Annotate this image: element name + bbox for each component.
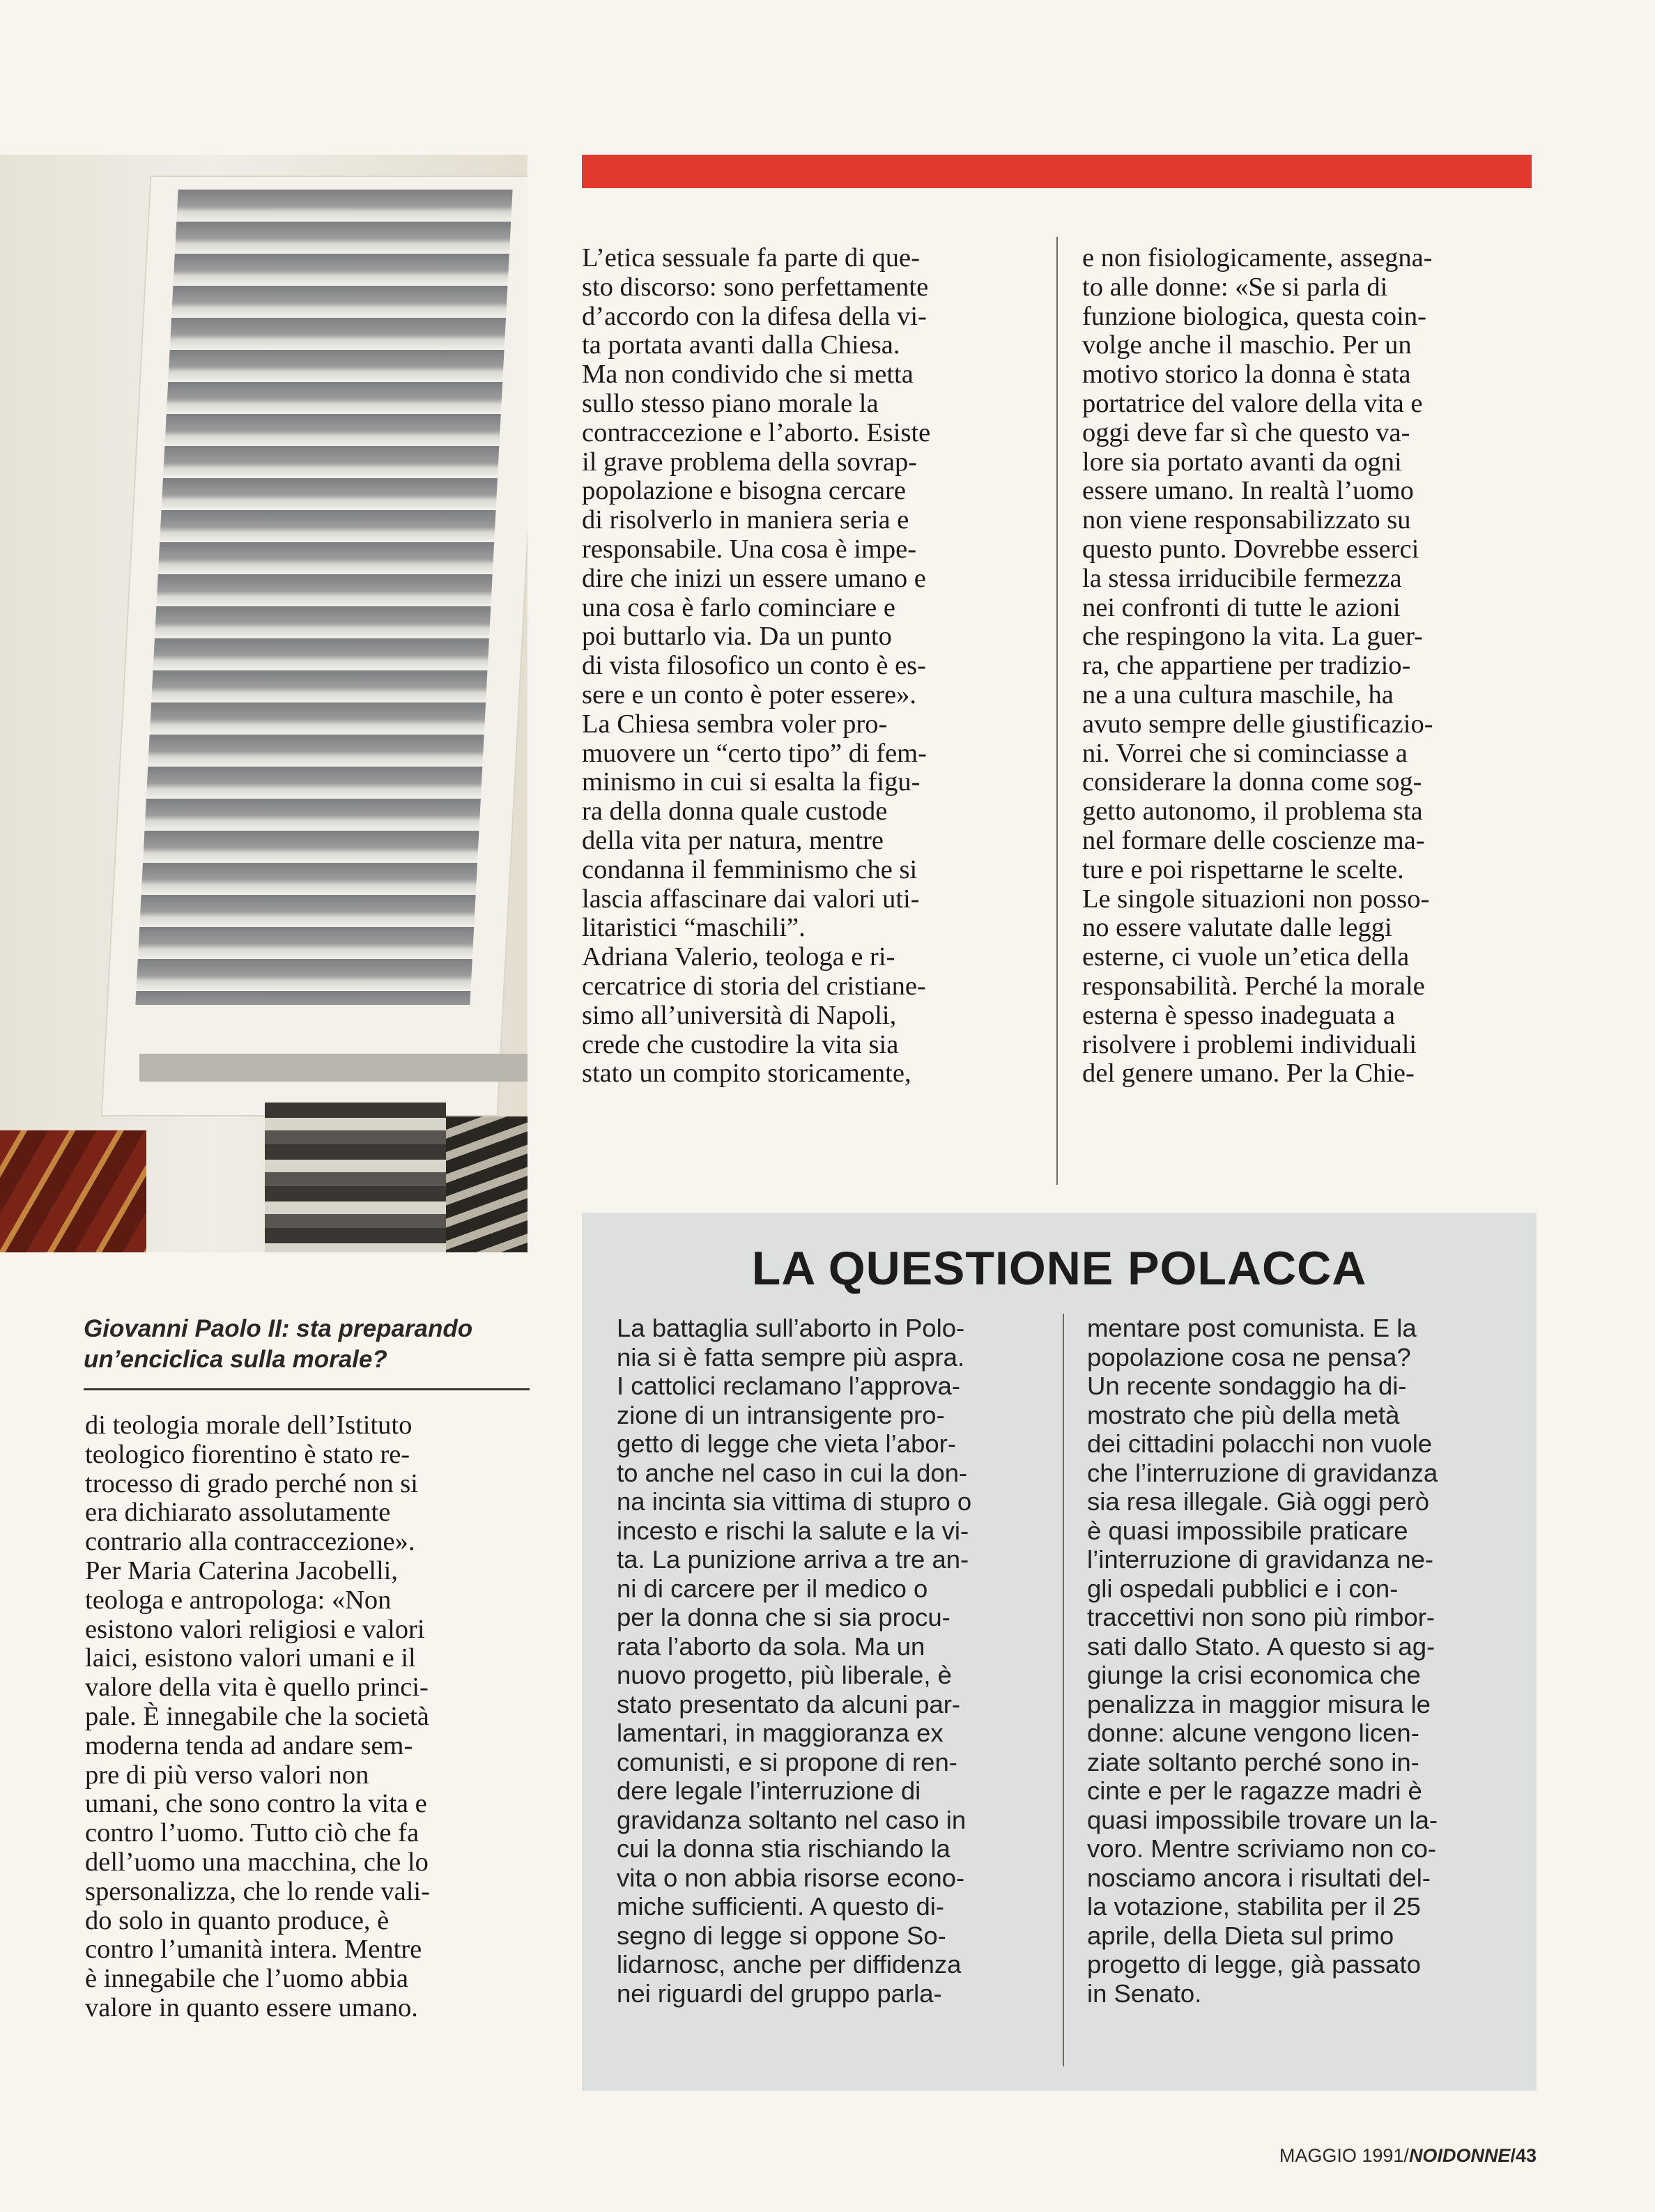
text-line: La Chiesa sembra voler pro-	[582, 709, 888, 739]
text-line: voro. Mentre scriviamo non co-	[1087, 1834, 1437, 1863]
text-line: teologa e antropologa: «Non	[85, 1585, 392, 1615]
text-line: cercatrice di storia del cristiane-	[582, 971, 926, 1001]
text-line: stato un compito storicamente,	[582, 1059, 911, 1089]
text-line: spersonalizza, che lo rende vali-	[85, 1876, 430, 1906]
text-line: donne: alcune vengono licen-	[1087, 1719, 1419, 1747]
text-line: dei cittadini polacchi non vuole	[1087, 1429, 1433, 1458]
text-line: avuto sempre delle giustificazio-	[1082, 709, 1433, 739]
text-line: nuovo progetto, più liberale, è	[617, 1661, 952, 1689]
text-line: mostrato che più della metà	[1087, 1400, 1400, 1429]
text-line: ta. La punizione arriva a tre an-	[617, 1545, 969, 1574]
text-line: funzione biologica, questa coin-	[1082, 301, 1426, 331]
text-line: gravidanza soltanto nel caso in	[617, 1805, 967, 1834]
text-line: per la donna che si sia procu-	[617, 1603, 950, 1631]
text-line: nia si è fatta sempre più aspra.	[617, 1342, 965, 1372]
page-folio	[1251, 2144, 1537, 2167]
article-column-middle	[582, 244, 930, 1089]
text-line: popolazione cosa ne pensa?	[1087, 1342, 1411, 1372]
text-line: la stessa irriducibile fermezza	[1082, 563, 1402, 593]
text-line: cinte e per le ragazze madri è	[1087, 1776, 1422, 1805]
text-line: simo all’università di Napoli,	[582, 1000, 897, 1030]
text-line: sia resa illegale. Già oggi però	[1087, 1487, 1430, 1516]
text-line: comunisti, e si propone di ren-	[617, 1747, 957, 1776]
folio-page-number: /43	[1510, 2145, 1537, 2166]
text-line: non viene responsabilizzato su	[1082, 505, 1411, 535]
text-line: L’etica sessuale fa parte di que-	[582, 243, 920, 272]
text-line: ture e poi rispettarne le scelte.	[1082, 854, 1404, 884]
text-line: zione di un intransigente pro-	[617, 1400, 945, 1429]
text-line: responsabile. Una cosa è impe-	[582, 534, 917, 564]
text-line: il grave problema della sovrap-	[582, 447, 918, 477]
text-line: dere legale l’interruzione di	[617, 1776, 921, 1805]
text-line: stato presentato da alcuni par-	[617, 1689, 961, 1719]
text-line: Un recente sondaggio ha di-	[1087, 1372, 1407, 1400]
text-line: lore sia portato avanti da ogni	[1082, 447, 1402, 477]
article-column-right	[1082, 244, 1433, 1089]
sidebar-title: LA QUESTIONE POLACCA	[751, 1242, 1367, 1295]
text-line: contraccezione e l’aborto. Esiste	[582, 417, 931, 447]
folio-magazine: NOIDONNE	[1408, 2145, 1511, 2166]
text-line: aprile, della Dieta sul primo	[1087, 1921, 1394, 1950]
text-line: l’interruzione di gravidanza ne-	[1087, 1545, 1434, 1574]
text-line: litaristici “maschili”.	[582, 913, 806, 943]
text-line: I cattolici reclamano l’approva-	[617, 1372, 960, 1400]
text-line: sto discorso: sono perfettamente	[582, 272, 929, 302]
text-line: to anche nel caso in cui la don-	[617, 1458, 968, 1487]
text-line: getto di legge che vieta l’abor-	[617, 1429, 956, 1458]
text-line: ta portata avanti dalla Chiesa.	[582, 330, 900, 360]
text-line: lascia affascinare dai valori uti-	[582, 884, 920, 914]
text-line: popolazione e bisogna cercare	[582, 476, 906, 506]
text-line: esterne, ci vuole un’etica della	[1082, 942, 1410, 972]
text-line: motivo storico la donna è stata	[1082, 360, 1411, 390]
text-line: vita o non abbia risorse econo-	[617, 1863, 965, 1892]
text-line: lidarnosc, anche per diffidenza	[617, 1950, 962, 1979]
text-line: sati dallo Stato. A questo si ag-	[1087, 1631, 1435, 1661]
text-line: teologico fiorentino è stato re-	[85, 1439, 410, 1469]
text-line: contro l’uomo. Tutto ciò che fa	[85, 1818, 419, 1848]
text-line: contrario alla contraccezione».	[85, 1527, 415, 1557]
text-line: d’accordo con la difesa della vi-	[582, 301, 927, 331]
text-line: ziate soltanto perché sono in-	[1087, 1747, 1419, 1776]
caption-line: un’enciclica sulla morale?	[84, 1346, 387, 1373]
text-line: ra della donna quale custode	[582, 797, 888, 827]
text-line: moderna tenda ad andare sem-	[85, 1730, 413, 1760]
text-line: cui la donna stia rischiando la	[617, 1834, 950, 1863]
text-line: trocesso di grado perché non si	[85, 1468, 418, 1498]
text-line: nosciamo ancora i risultati del-	[1087, 1863, 1431, 1892]
text-line: dire che inizi un essere umano e	[582, 563, 926, 593]
text-line: segno di legge si oppone So-	[617, 1921, 946, 1950]
text-line: nei riguardi del gruppo parla-	[617, 1979, 942, 2008]
caption-rule	[84, 1388, 530, 1390]
text-line: ne a una cultura maschile, ha	[1082, 679, 1394, 709]
text-line: di risolverlo in maniera seria e	[582, 505, 909, 535]
text-line: penalizza in maggior misura le	[1087, 1689, 1431, 1719]
folio-date: MAGGIO 1991/	[1279, 2145, 1409, 2166]
text-line: pre di più verso valori non	[85, 1760, 369, 1790]
text-line: miche sufficienti. A questo di-	[617, 1892, 945, 1921]
text-line: muovere un “certo tipo” di fem-	[582, 738, 927, 768]
text-line: minismo in cui si esalta la figu-	[582, 767, 921, 797]
text-line: risolvere i problemi individuali	[1082, 1029, 1417, 1059]
text-line: è innegabile che l’uomo abbia	[85, 1964, 408, 1994]
text-line: responsabilità. Perché la morale	[1082, 971, 1425, 1001]
text-line: quasi impossibile trovare un la-	[1087, 1805, 1438, 1834]
text-line: valore della vita è quello princi-	[85, 1673, 429, 1703]
photo-caption	[84, 1314, 530, 1375]
text-line: sullo stesso piano morale la	[582, 388, 879, 418]
text-line: incesto e rischi la salute e la vi-	[617, 1516, 969, 1545]
text-line: do solo in quanto produce, è	[85, 1905, 390, 1935]
text-line: to alle donne: «Se si parla di	[1082, 272, 1388, 302]
text-line: nei confronti di tutte le azioni	[1082, 592, 1401, 622]
sidebar-column-left	[617, 1314, 971, 2008]
text-line: condanna il femminismo che si	[582, 854, 918, 884]
text-line: progetto di legge, già passato	[1087, 1950, 1421, 1979]
text-line: giunge la crisi economica che	[1087, 1661, 1421, 1689]
text-line: nel formare delle coscienze ma-	[1082, 825, 1425, 855]
text-line: lamentari, in maggioranza ex	[617, 1719, 944, 1747]
text-line: Per Maria Caterina Jacobelli,	[85, 1556, 398, 1585]
column-divider	[1056, 237, 1058, 1185]
caption-line: Giovanni Paolo II: sta preparando	[84, 1315, 473, 1342]
photo-window-shutter	[0, 155, 528, 1252]
text-line: esterna è spesso inadeguata a	[1082, 1000, 1395, 1030]
text-line: no essere valutate dalle leggi	[1082, 913, 1392, 943]
text-line: del genere umano. Per la Chie-	[1082, 1059, 1415, 1089]
text-line: esistono valori religiosi e valori	[85, 1614, 425, 1644]
text-line: laici, esistono valori umani e il	[85, 1643, 416, 1673]
text-line: di vista filosofico un conto è es-	[582, 651, 926, 681]
text-line: che respingono la vita. La guer-	[1082, 622, 1423, 652]
text-line: pale. È innegabile che la società	[85, 1701, 429, 1731]
text-line: questo punto. Dovrebbe esserci	[1082, 534, 1419, 564]
text-line: in Senato.	[1087, 1979, 1202, 2008]
text-line: gli ospedali pubblici e i con-	[1087, 1574, 1399, 1603]
text-line: è quasi impossibile praticare	[1087, 1516, 1408, 1545]
text-line: contro l’umanità intera. Mentre	[85, 1935, 422, 1965]
text-line: portatrice del valore della vita e	[1082, 388, 1423, 418]
article-column-left	[85, 1411, 430, 2023]
text-line: rata l’aborto da sola. Ma un	[617, 1631, 925, 1661]
text-line: di teologia morale dell’Istituto	[85, 1411, 413, 1440]
text-line: la votazione, stabilita per il 25	[1087, 1892, 1421, 1921]
text-line: sere e un conto è poter essere».	[582, 679, 916, 709]
text-line: valore in quanto essere umano.	[85, 1992, 418, 2022]
text-line: La battaglia sull’aborto in Polo-	[617, 1314, 965, 1342]
text-line: Le singole situazioni non posso-	[1082, 884, 1430, 914]
red-accent-bar	[582, 155, 1532, 188]
sidebar-column-right	[1087, 1314, 1438, 2008]
text-line: traccettivi non sono più rimbor-	[1087, 1603, 1435, 1631]
sidebar-column-divider	[1063, 1314, 1064, 2066]
text-line: essere umano. In realtà l’uomo	[1082, 476, 1414, 506]
text-line: umani, che sono contro la vita e	[85, 1789, 427, 1819]
text-line: Ma non condivido che si metta	[582, 360, 914, 390]
text-line: ni di carcere per il medico o	[617, 1574, 928, 1603]
text-line: una cosa è farlo cominciare e	[582, 592, 895, 622]
text-line: mentare post comunista. E la	[1087, 1314, 1417, 1342]
text-line: oggi deve far sì che questo va-	[1082, 417, 1410, 447]
text-line: volge anche il maschio. Per un	[1082, 330, 1412, 360]
text-line: che l’interruzione di gravidanza	[1087, 1458, 1438, 1487]
text-line: e non fisiologicamente, assegna-	[1082, 243, 1433, 272]
text-line: considerare la donna come sog-	[1082, 767, 1422, 797]
text-line: dell’uomo una macchina, che lo	[85, 1847, 429, 1877]
text-line: ni. Vorrei che si cominciasse a	[1082, 738, 1408, 768]
text-line: poi buttarlo via. Da un punto	[582, 622, 892, 652]
text-line: crede che custodire la vita sia	[582, 1029, 899, 1059]
text-line: della vita per natura, mentre	[582, 825, 884, 855]
text-line: era dichiarato assolutamente	[85, 1498, 391, 1528]
text-line: getto autonomo, il problema sta	[1082, 797, 1423, 827]
text-line: ra, che appartiene per tradizio-	[1082, 651, 1411, 681]
text-line: na incinta sia vittima di stupro o	[617, 1487, 972, 1516]
text-line: Adriana Valerio, teologa e ri-	[582, 942, 895, 972]
